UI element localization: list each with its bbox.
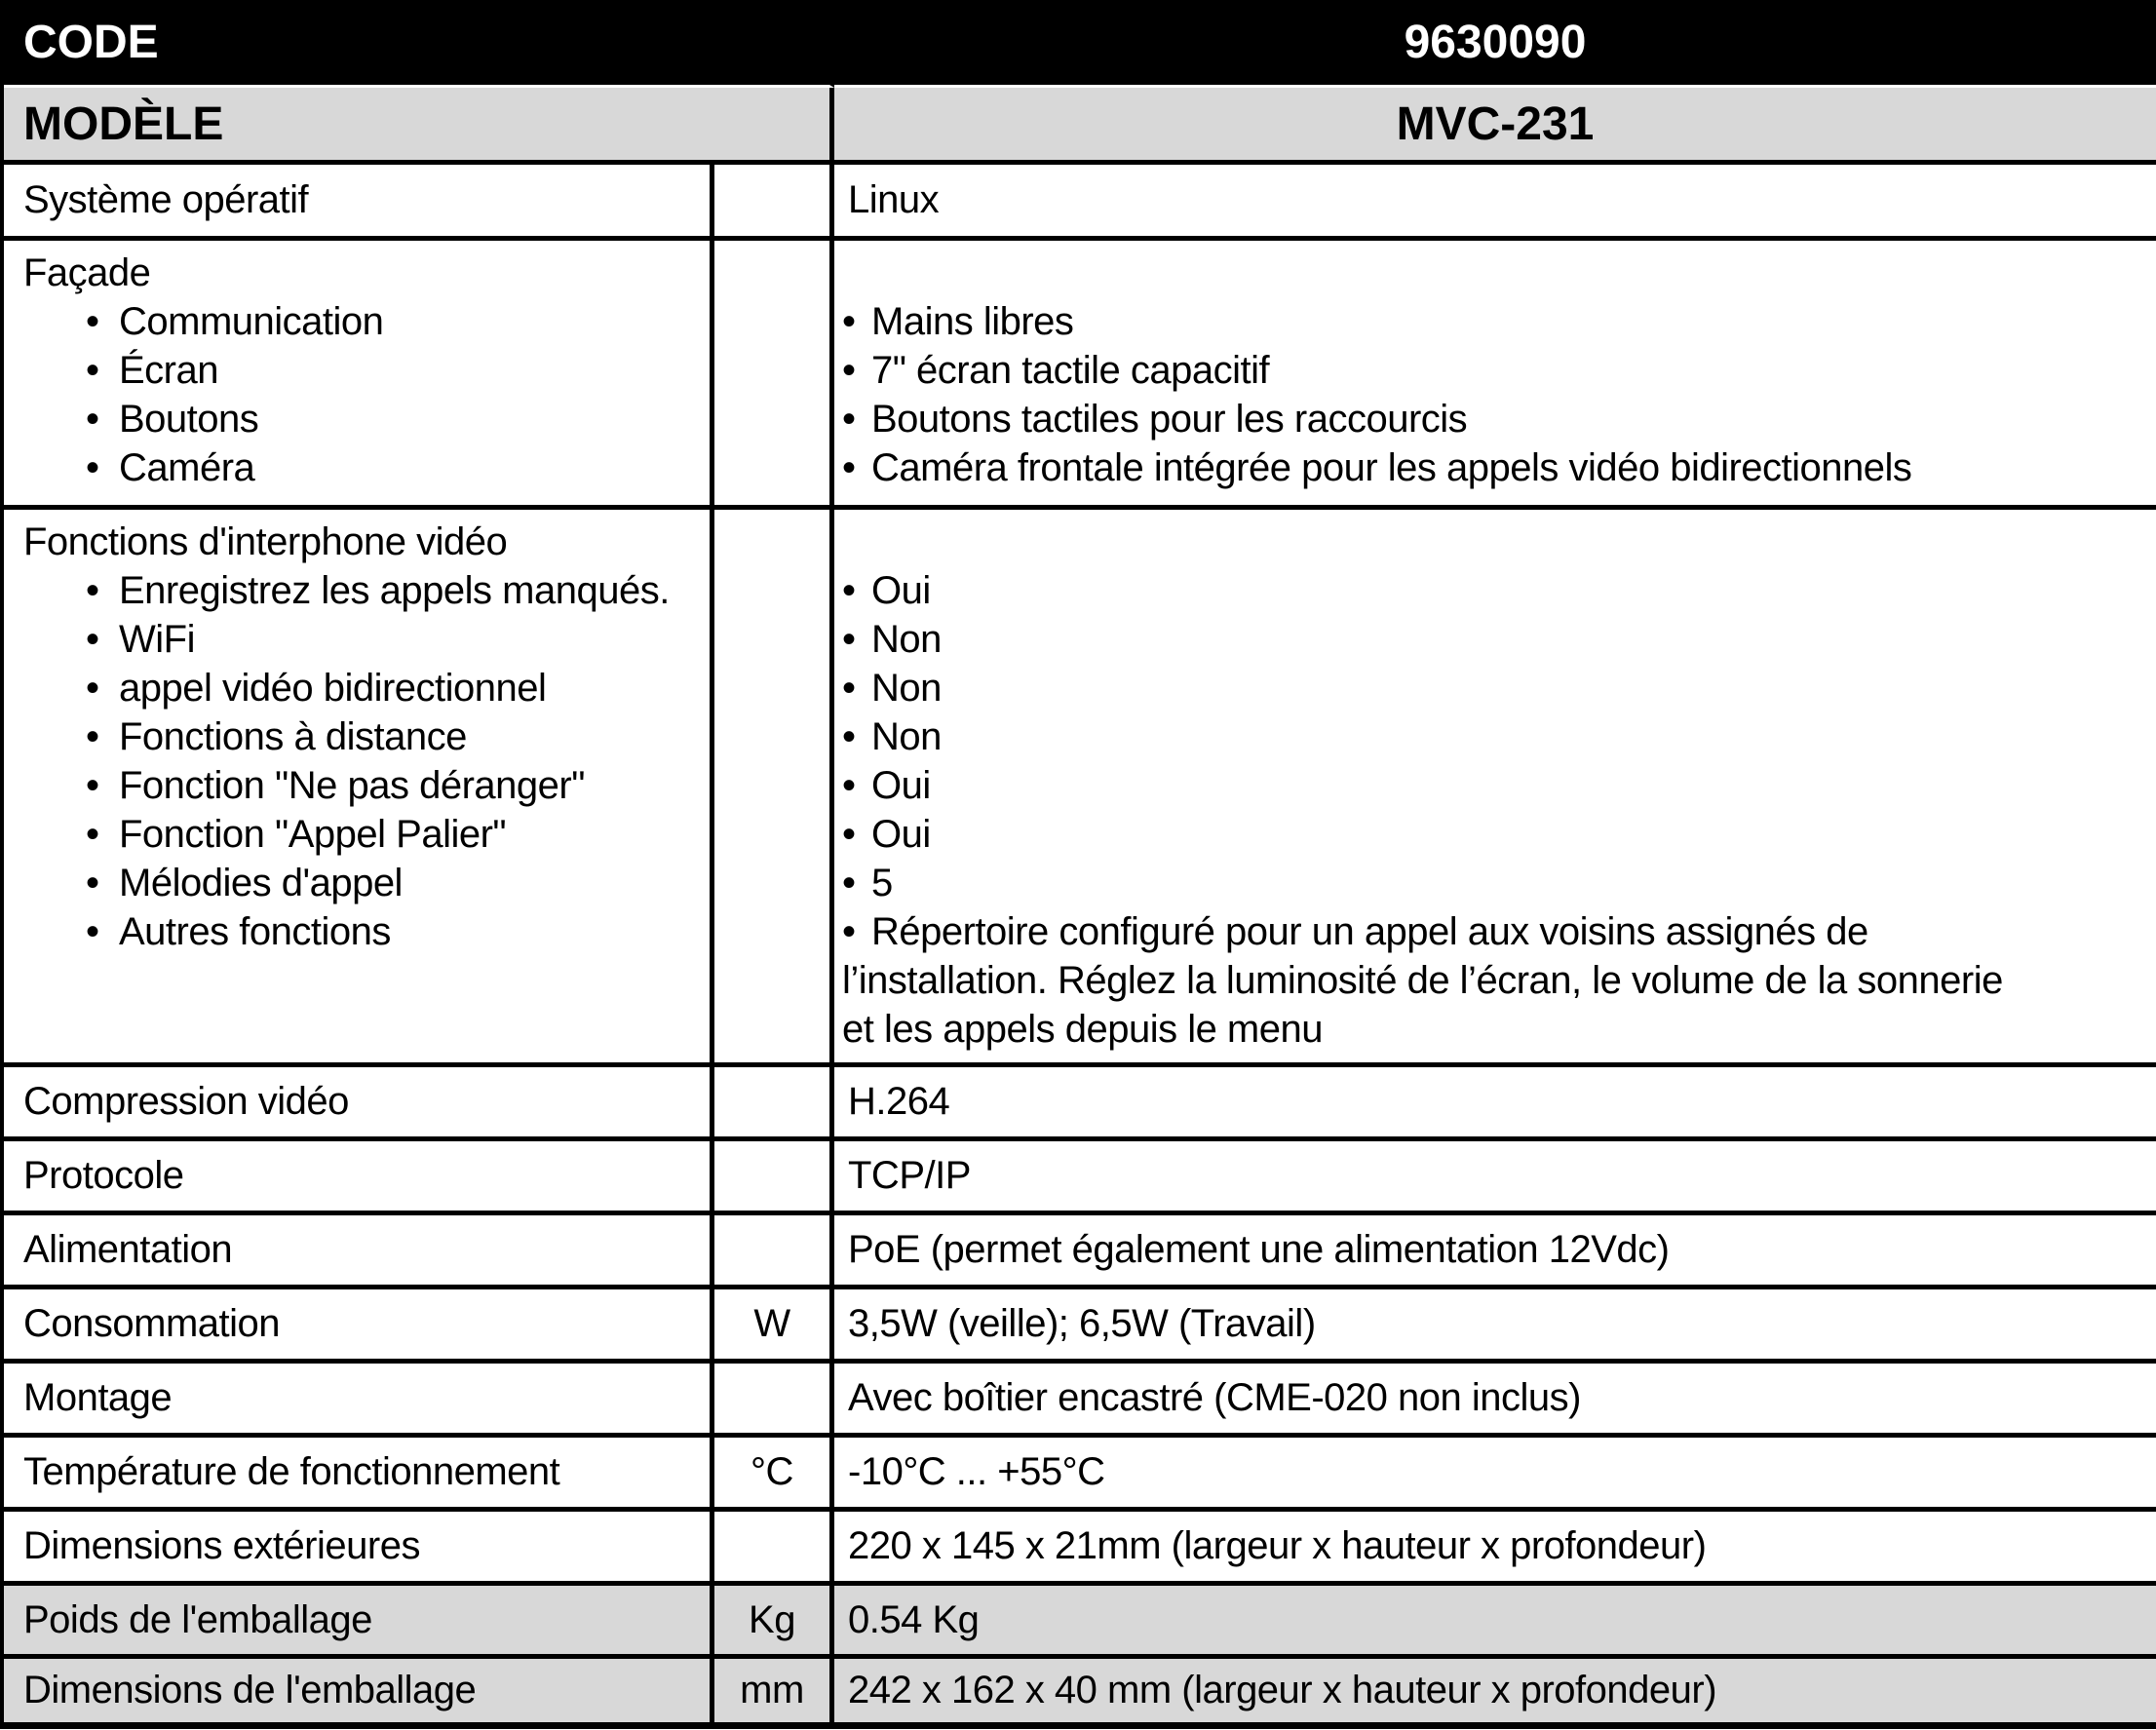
list-item xyxy=(842,615,2156,664)
row-value: TCP/IP xyxy=(848,1154,971,1197)
list-item xyxy=(842,443,2156,492)
list-item-text: Fonction "Appel Palier" xyxy=(119,813,507,856)
list-item-text: Non xyxy=(871,618,942,661)
list-item-text: Non xyxy=(871,667,942,710)
bullet-icon: • xyxy=(86,398,99,441)
row-value-cell xyxy=(834,1659,2156,1722)
row-unit: Kg xyxy=(749,1597,795,1641)
table-row xyxy=(4,510,2156,1067)
table-row xyxy=(4,1215,2156,1289)
list-item xyxy=(842,859,2156,907)
row-value-cell xyxy=(834,1586,2156,1659)
list-item xyxy=(23,566,710,615)
model-value-cell xyxy=(834,88,2156,165)
list-item xyxy=(842,907,2156,956)
list-item-text: Boutons tactiles pour les raccourcis xyxy=(871,398,1468,441)
row-label-title: Fonctions d'interphone vidéo xyxy=(23,520,508,563)
row-unit-cell xyxy=(714,1067,834,1141)
bullet-icon: • xyxy=(86,300,99,343)
code-row xyxy=(4,0,2156,88)
row-label: Protocole xyxy=(23,1154,184,1197)
row-unit-cell xyxy=(714,1364,834,1438)
row-label-title: Façade xyxy=(23,251,151,294)
row-label-cell xyxy=(4,1141,714,1215)
list-item xyxy=(23,346,710,395)
row-label-cell xyxy=(4,165,714,241)
row-label: Système opératif xyxy=(23,178,309,221)
list-item xyxy=(842,664,2156,712)
bullet-icon: • xyxy=(86,715,99,758)
row-label: Dimensions extérieures xyxy=(23,1524,420,1567)
code-label-cell xyxy=(4,0,834,88)
bullet-icon: • xyxy=(842,667,856,710)
row-unit: W xyxy=(753,1302,790,1345)
list-item-line: et les appels depuis le menu xyxy=(842,1008,1323,1051)
list-item xyxy=(23,761,710,810)
bullet-icon: • xyxy=(842,398,856,441)
bullet-icon: • xyxy=(842,569,856,612)
code-value: 9630090 xyxy=(1404,17,1587,68)
row-value-cell xyxy=(834,1512,2156,1586)
model-label: MODÈLE xyxy=(23,97,224,150)
table-row xyxy=(4,1512,2156,1586)
list-item-text: Non xyxy=(871,715,942,758)
row-label: Température de fonctionnement xyxy=(23,1450,560,1493)
bullet-icon: • xyxy=(86,667,99,710)
list-item-text: Mains libres xyxy=(871,300,1074,343)
list-item-text: Fonctions à distance xyxy=(119,715,467,758)
row-label-cell xyxy=(4,1659,714,1722)
bullet-icon: • xyxy=(842,446,856,489)
bullet-icon: • xyxy=(86,764,99,807)
row-label: Compression vidéo xyxy=(23,1080,349,1123)
bullet-icon: • xyxy=(842,764,856,807)
row-unit-cell xyxy=(714,1141,834,1215)
list-item-text: Répertoire configuré pour un appel aux voisins assignés de xyxy=(871,910,1868,953)
row-value-cell xyxy=(834,1438,2156,1512)
row-label: Montage xyxy=(23,1376,173,1419)
row-value: 0.54 Kg xyxy=(848,1597,980,1641)
table-row xyxy=(4,1141,2156,1215)
row-unit-cell xyxy=(714,1215,834,1289)
bullet-icon: • xyxy=(842,618,856,661)
bullet-icon: • xyxy=(86,862,99,904)
row-value: 3,5W (veille); 6,5W (Travail) xyxy=(848,1302,1316,1345)
bullet-icon: • xyxy=(842,910,856,953)
row-unit-cell xyxy=(714,165,834,241)
row-value-cell xyxy=(834,510,2156,1067)
bullet-icon: • xyxy=(86,910,99,953)
row-label-cell xyxy=(4,1067,714,1141)
row-unit-cell xyxy=(714,1438,834,1512)
blank-line xyxy=(842,518,2156,566)
list-item-text: Oui xyxy=(871,764,931,807)
row-label-cell xyxy=(4,510,714,1067)
bullet-icon: • xyxy=(842,813,856,856)
row-value-cell xyxy=(834,1364,2156,1438)
bullet-icon: • xyxy=(842,349,856,392)
blank-line xyxy=(842,249,2156,297)
list-item xyxy=(842,395,2156,443)
row-value-cell xyxy=(834,165,2156,241)
row-value: Avec boîtier encastré (CME-020 non inclus) xyxy=(848,1376,1581,1419)
row-value: 220 x 145 x 21mm (largeur x hauteur x profondeur) xyxy=(848,1524,1707,1567)
bullet-icon: • xyxy=(86,813,99,856)
bullet-icon: • xyxy=(842,862,856,904)
list-item xyxy=(842,297,2156,346)
list-item-line: l’installation. Réglez la luminosité de l’écran, le volume de la sonnerie xyxy=(842,959,2003,1002)
list-item xyxy=(23,297,710,346)
row-value-cell xyxy=(834,1215,2156,1289)
list-item xyxy=(842,761,2156,810)
row-label-cell xyxy=(4,1364,714,1438)
row-label-cell xyxy=(4,1289,714,1364)
row-value-cell xyxy=(834,241,2156,510)
row-unit-cell xyxy=(714,241,834,510)
row-unit-cell xyxy=(714,1659,834,1722)
row-unit-cell xyxy=(714,1289,834,1364)
row-label: Consommation xyxy=(23,1302,281,1345)
list-item-text: Communication xyxy=(119,300,384,343)
row-unit-cell xyxy=(714,1586,834,1659)
row-label-cell xyxy=(4,1586,714,1659)
row-value: Linux xyxy=(848,178,940,221)
list-item-text: Fonction "Ne pas déranger" xyxy=(119,764,585,807)
table-row xyxy=(4,1067,2156,1141)
list-item xyxy=(23,810,710,859)
list-item xyxy=(842,566,2156,615)
list-item xyxy=(23,443,710,492)
row-value: H.264 xyxy=(848,1080,950,1123)
row-value: PoE (permet également une alimentation 12Vdc) xyxy=(848,1228,1670,1271)
list-item-text: Caméra frontale intégrée pour les appels vidéo bidirectionnels xyxy=(871,446,1912,489)
list-item-text: Oui xyxy=(871,813,931,856)
list-item-text: 5 xyxy=(871,862,893,904)
table-row xyxy=(4,1438,2156,1512)
bullet-icon: • xyxy=(86,446,99,489)
row-value: 242 x 162 x 40 mm (largeur x hauteur x profondeur) xyxy=(848,1669,1717,1711)
table-row xyxy=(4,1289,2156,1364)
row-label-cell xyxy=(4,1512,714,1586)
list-item xyxy=(23,395,710,443)
row-unit-cell xyxy=(714,1512,834,1586)
list-item xyxy=(23,859,710,907)
row-value: -10°C ... +55°C xyxy=(848,1450,1105,1493)
list-item-text: Mélodies d'appel xyxy=(119,862,403,904)
list-item-text: Écran xyxy=(119,349,218,392)
table-row xyxy=(4,1659,2156,1722)
code-label: CODE xyxy=(23,17,159,68)
table-row xyxy=(4,241,2156,510)
list-item-text: 7" écran tactile capacitif xyxy=(871,349,1270,392)
list-item-text: Autres fonctions xyxy=(119,910,391,953)
list-item xyxy=(842,712,2156,761)
row-unit: mm xyxy=(740,1669,804,1711)
list-item-text: Boutons xyxy=(119,398,259,441)
row-label: Dimensions de l'emballage xyxy=(23,1669,477,1711)
table-row xyxy=(4,1364,2156,1438)
list-item xyxy=(23,615,710,664)
model-value: MVC-231 xyxy=(1396,97,1595,150)
table-row xyxy=(4,1586,2156,1659)
row-value-cell xyxy=(834,1289,2156,1364)
bullet-icon: • xyxy=(842,300,856,343)
list-item-text: WiFi xyxy=(119,618,195,661)
list-item-text: Caméra xyxy=(119,446,255,489)
bullet-icon: • xyxy=(86,618,99,661)
list-item-text: Oui xyxy=(871,569,931,612)
code-value-cell xyxy=(834,0,2156,88)
list-item-text: Enregistrez les appels manqués. xyxy=(119,569,670,612)
row-label-cell xyxy=(4,1215,714,1289)
bullet-icon: • xyxy=(86,569,99,612)
row-label-cell xyxy=(4,1438,714,1512)
row-value-cell xyxy=(834,1141,2156,1215)
list-item xyxy=(23,664,710,712)
list-item xyxy=(23,907,710,956)
model-row xyxy=(4,88,2156,165)
row-unit-cell xyxy=(714,510,834,1067)
row-unit: °C xyxy=(751,1450,793,1493)
row-label: Poids de l'emballage xyxy=(23,1597,372,1641)
row-label: Alimentation xyxy=(23,1228,233,1271)
table-row xyxy=(4,165,2156,241)
list-item-text: appel vidéo bidirectionnel xyxy=(119,667,547,710)
list-item xyxy=(842,346,2156,395)
list-item xyxy=(23,712,710,761)
row-label-cell xyxy=(4,241,714,510)
bullet-icon: • xyxy=(842,715,856,758)
bullet-icon: • xyxy=(86,349,99,392)
model-label-cell xyxy=(4,88,834,165)
row-value-cell xyxy=(834,1067,2156,1141)
list-item xyxy=(842,810,2156,859)
